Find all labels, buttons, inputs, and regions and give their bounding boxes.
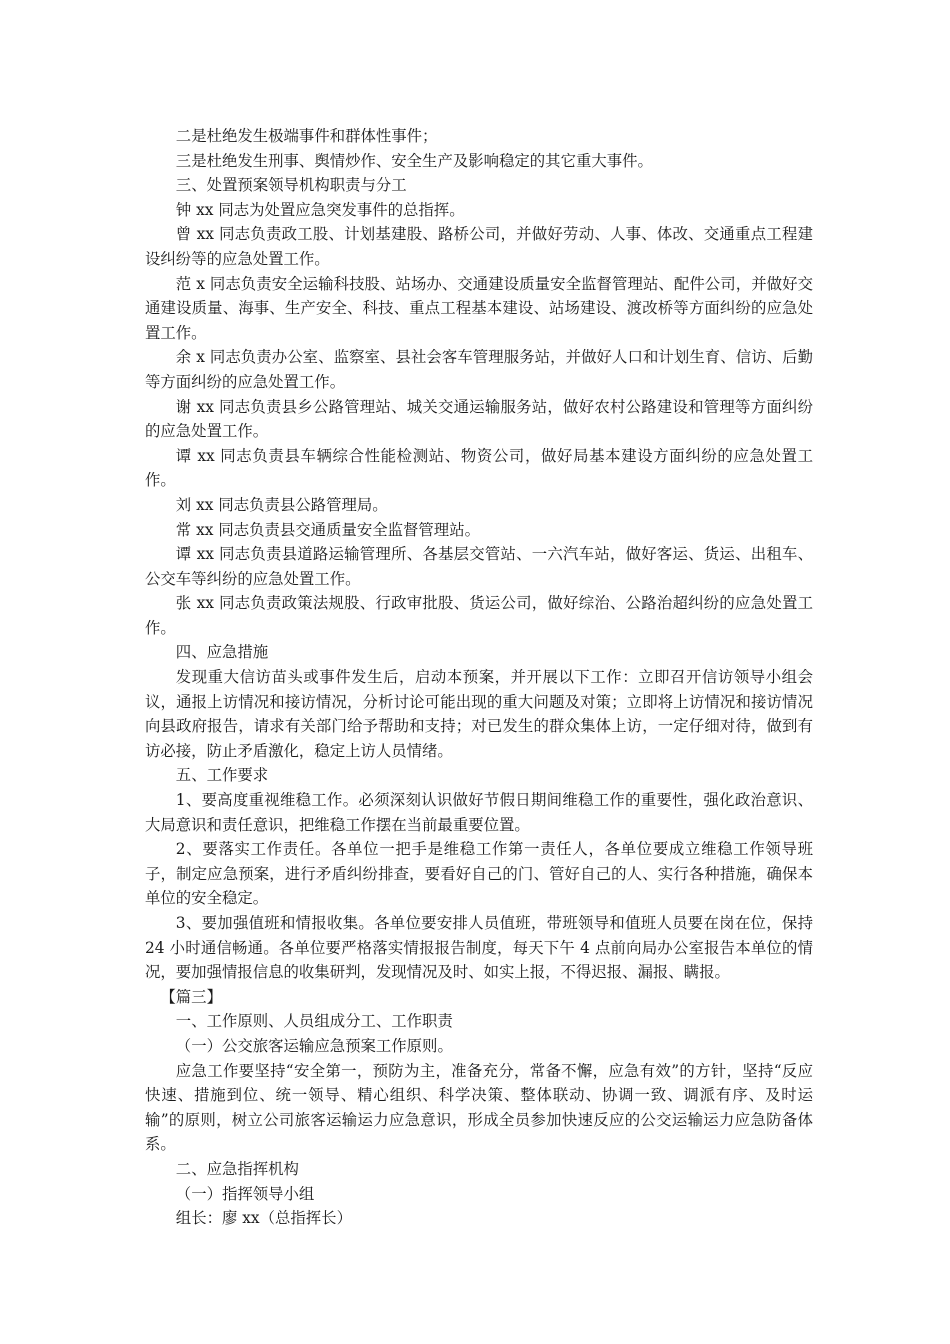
section-heading: 四、应急措施 (175, 643, 269, 662)
section-heading: 一、工作原则、人员组成分工、工作职责 (175, 1012, 453, 1031)
paragraph: 张 xx 同志负责政策法规股、行政审批股、货运公司，做好综治、公路治超纠纷的应急处置工作。 (145, 594, 813, 637)
paragraph: 二是杜绝发生极端事件和群体性事件； (175, 127, 438, 145)
subsection-heading: （一）指挥领导小组 (175, 1184, 315, 1203)
subsection-heading: （一）公交旅客运输应急预案工作原则。 (175, 1036, 453, 1055)
paragraph: 2、要落实工作责任。各单位一把手是维稳工作第一责任人，各单位要成立维稳工作领导班子，制定应急预案，进行矛盾纠纷排查，要看好自己的门、管好自己的人、实行各种措施，确保本单位的安全稳定。 (145, 840, 813, 908)
paragraph: 发现重大信访苗头或事件发生后，启动本预案，并开展以下工作：立即召开信访领导小组会议，通报上访情况和接访情况，分析讨论可能出现的重大问题及对策；立即将上访情况和接访情况向县政府报告，请求有关部门给予帮助和支持；对已发生的群众集体上访，一定仔细对待，做到有访必接，防止矛盾激化，稳定上访人员情绪。 (145, 668, 813, 760)
document-body (145, 124, 813, 1231)
paragraph: 余 x 同志负责办公室、监察室、县社会客车管理服务站，并做好人口和计划生育、信访、后勤等方面纠纷的应急处置工作。 (145, 348, 813, 391)
paragraph: 刘 xx 同志负责县公路管理局。 (175, 495, 388, 514)
paragraph: 谢 xx 同志负责县乡公路管理站、城关交通运输服务站，做好农村公路建设和管理等方面纠纷的应急处置工作。 (145, 397, 813, 441)
paragraph: 三是杜绝发生刑事、舆情炒作、安全生产及影响稳定的其它重大事件。 (175, 151, 653, 170)
section-heading: 三、处置预案领导机构职责与分工 (175, 176, 407, 195)
paragraph: 应急工作要坚持“安全第一，预防为主，准备充分，常备不懈，应急有效”的方针，坚持“反应快速、措施到位、统一领导、精心组织、科学决策、整体联动、协调一致、调派有序、及时运输”的原则，树立公司旅客运输运力应急意识，形成全员参加快速反应的公交运输运力应急防备体系。 (145, 1061, 813, 1154)
paragraph: 钟 xx 同志为处置应急突发事件的总指挥。 (175, 200, 465, 219)
paragraph: 谭 xx 同志负责县道路运输管理所、各基层交管站、一六汽车站，做好客运、货运、出租车、公交车等纠纷的应急处置工作。 (145, 545, 813, 588)
section-heading: 二、应急指挥机构 (175, 1159, 299, 1178)
paragraph: 1、要高度重视维稳工作。必须深刻认识做好节假日期间维稳工作的重要性，强化政治意识、大局意识和责任意识，把维稳工作摆在当前最重要位置。 (145, 791, 813, 834)
paragraph: 组长：廖 xx（总指挥长） (175, 1209, 352, 1228)
chapter-title: 【篇三】 (160, 987, 222, 1006)
paragraph: 范 x 同志负责安全运输科技股、站场办、交通建设质量安全监督管理站、配件公司，并做好交通建设质量、海事、生产安全、科技、重点工程基本建设、站场建设、渡改桥等方面纠纷的应急处置工作。 (145, 274, 813, 342)
paragraph: 谭 xx 同志负责县车辆综合性能检测站、物资公司，做好局基本建设方面纠纷的应急处置工作。 (145, 446, 813, 490)
paragraph: 曾 xx 同志负责政工股、计划基建股、路桥公司，并做好劳动、人事、体改、交通重点工程建设纠纷等的应急处置工作。 (145, 225, 813, 268)
paragraph: 3、要加强值班和情报收集。各单位要安排人员值班，带班领导和值班人员要在岗在位，保持 24 小时通信畅通。各单位要严格落实情报报告制度，每天下午 4 点前向局办公室报告本单位的情况，要加强情报信息的收集研判，发现情况及时、如实上报，不得迟报、漏报、瞒报。 (145, 914, 813, 982)
section-heading: 五、工作要求 (175, 766, 269, 785)
paragraph: 常 xx 同志负责县交通质量安全监督管理站。 (175, 520, 480, 539)
